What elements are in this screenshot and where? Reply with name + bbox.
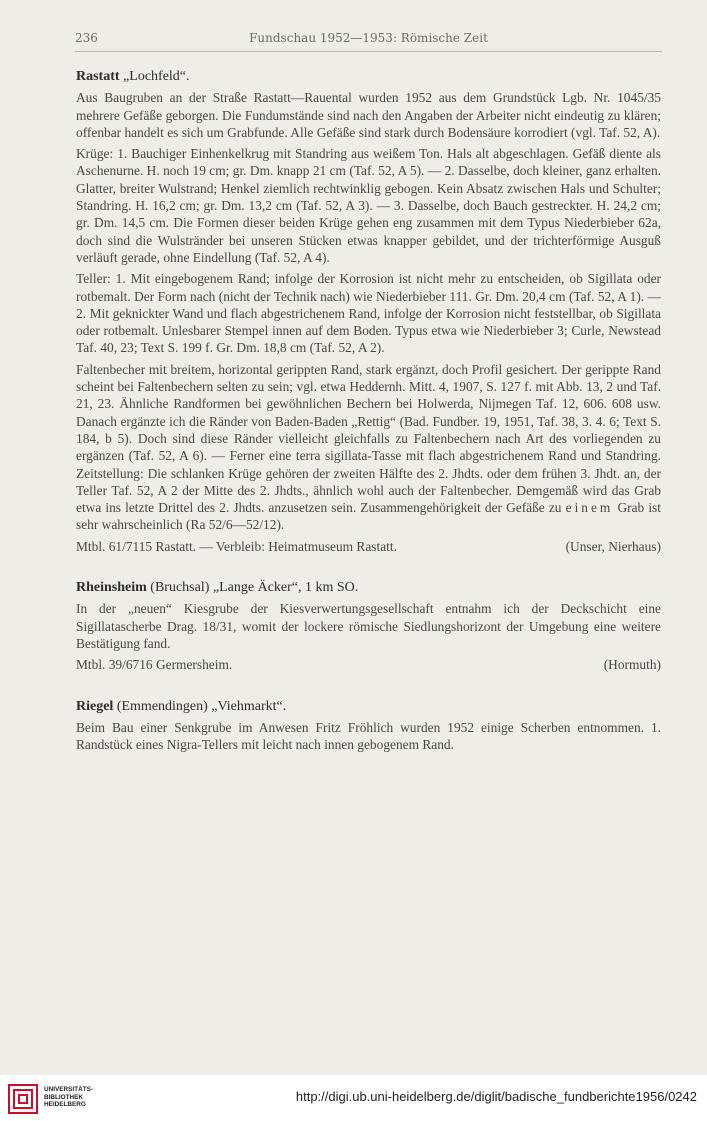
- running-title: Fundschau 1952—1953: Römische Zeit: [249, 31, 488, 45]
- place-name: Rheinsheim: [76, 580, 147, 596]
- institution-name: UNIVERSITÄTS- BIBLIOTHEK HEIDELBERG: [44, 1086, 93, 1109]
- place-name: Riegel: [76, 698, 114, 714]
- section-heading-riegel: [76, 698, 661, 715]
- running-header: [75, 29, 662, 52]
- page-number: 236: [75, 31, 98, 45]
- paragraph-kruege: Krüge: 1. Bauchiger Einhenkelkrug mit Standring aus weißem Ton. Hals alt abgeschlagen. Gefäß diente als Aschenurne. H. noch 19 cm; gr. Dm. knapp 21 cm (Taf. 52, A 5). — 2. Dasselbe, doch kleiner, ganz erhalten. Glatter, breiter Wulstrand; Henkel ziemlich rechtwinklig gebogen. Kein Absatz zwischen Hals und Schulter; Standring. H. 16,2 cm; gr. Dm. 13,2 cm (Taf. 52, A 3). — 3. Dasselbe, doch Bauch gestreckter. H. 24,2 cm; gr. Dm. 14,5 cm. Die Formen dieser beiden Krüge gehen eng zusammen mit dem Typus Niederbieber 62a, doch sind die Wulstränder bei unseren Stücken etwas knapper gebildet, und der trichterförmige Ausguß verläuft gerade, ohne Eindellung (Taf. 52, A 4).: [76, 146, 661, 265]
- page-body: [76, 68, 661, 757]
- heading-locality: (Bruchsal) „Lange Äcker“, 1 km SO.: [146, 580, 359, 596]
- paragraph-text-end: Grab ist sehr wahrscheinlich (Ra 52/6—52/12).: [76, 500, 661, 533]
- author-credit: (Unser, Nierhaus): [565, 538, 661, 554]
- paragraph-text: Faltenbecher mit breitem, horizontal gerippten Rand, stark ergänzt, doch Profil gesichert. Der gerippte Rand scheint bei Faltenbechern selten zu sein; vgl. etwa Heddernh. Mitt. 4, 1907, S. 127 f. mit Abb. 13, 2 und Taf. 21, 23. Ähnliche Randformen bei gewöhnlichen Bechern bei Holwerda, Nijmegen Taf. 12, 606. 608 usw. Danach ergänzte ich die Ränder von Baden-Baden „Rettig“ (Bad. Fundber. 19, 1951, Taf. 38, 3. 4. 6; Text S. 184, b 5). Doch sind diese Ränder vielleicht gleichfalls zu Faltenbechern nach Art des vorliegenden zu ergänzen (Taf. 52, A 6). — Ferner eine terra sigillata-Tasse mit flach abgestrichenem Rand und Standring. Zeitstellung: Die schlanken Krüge gehören der zweiten Hälfte des 2. Jhdts. oder dem frühen 3. Jhdt. an, der Teller Taf. 52, A 2 der Mitte des 2. Jhdts., ähnlich wohl auch der Faltenbecher. Demgemäß wird das Grab etwa ins letzte Drittel des 2. Jhdts. anzusetzen sein. Zusammengehörigkeit der Gefäße zu: [76, 361, 661, 516]
- paragraph-intro: Aus Baugruben an der Straße Rastatt—Rauental wurden 1952 aus dem Grundstück Lgb. Nr. 1045/35 mehrere Gefäße geborgen. Die Fundumstände sind nach den Angaben der Arbeiter nicht eindeutig zu klären; offenbar handelt es sich um Grabfunde. Alle Gefäße sind stark durch Bodensäure korrodiert (vgl. Taf. 52, A).: [76, 90, 661, 140]
- library-logo-icon: [8, 1084, 38, 1114]
- spaced-word: einem: [565, 500, 614, 516]
- signature-line: [76, 656, 661, 673]
- paragraph-riegel: Beim Bau einer Senkgrube im Anwesen Fritz Fröhlich wurden 1952 einige Scherben entnommen. 1. Randstück eines Nigra-Tellers mit leicht nach innen gebogenem Rand.: [76, 719, 661, 753]
- map-reference: Mtbl. 61/7115 Rastatt. — Verbleib: Heimatmuseum Rastatt.: [76, 538, 397, 554]
- section-heading-rheinsheim: [76, 579, 661, 596]
- paragraph-teller: Teller: 1. Mit eingebogenem Rand; infolge der Korrosion ist nicht mehr zu entscheiden, ob Sigillata oder rotbemalt. Der Form nach (nicht der Technik nach) wie Niederbieber 111. Gr. Dm. 20,4 cm (Taf. 52, A 1). — 2. Mit geknickter Wand und flach abgestrichenem Rand, infolge der Korrosion nicht feststellbar, ob Sigillata oder rotbemalt. Unlesbarer Stempel innen auf dem Boden. Typus etwa wie Niederbieber 3; Curle, Newstead Taf. 40, 23; Text S. 199 f. Gr. Dm. 18,8 cm (Taf. 52, A 2).: [76, 271, 661, 356]
- signature-line: [76, 538, 661, 555]
- author-credit: (Hormuth): [603, 657, 661, 673]
- paragraph-faltenbecher: [76, 361, 661, 534]
- heading-locality: „Lochfeld“.: [119, 69, 190, 84]
- paragraph-rheinsheim: In der „neuen“ Kiesgrube der Kiesverwertungsgesellschaft entnahm ich der Deckschicht eine Sigillatascherbe Drag. 18/31, womit der lockere römische Siedlungshorizont der Umgebung eine weitere Bestätigung fand.: [76, 601, 661, 651]
- section-heading-rastatt: [76, 68, 661, 85]
- library-footer: [0, 1075, 707, 1121]
- source-url-link[interactable]: http://digi.ub.uni-heidelberg.de/diglit/badische_fundberichte1956/0242: [295, 1089, 697, 1104]
- map-reference: Mtbl. 39/6716 Germersheim.: [76, 657, 233, 673]
- place-name: Rastatt: [76, 69, 120, 84]
- heading-locality: (Emmendingen) „Viehmarkt“.: [113, 698, 287, 714]
